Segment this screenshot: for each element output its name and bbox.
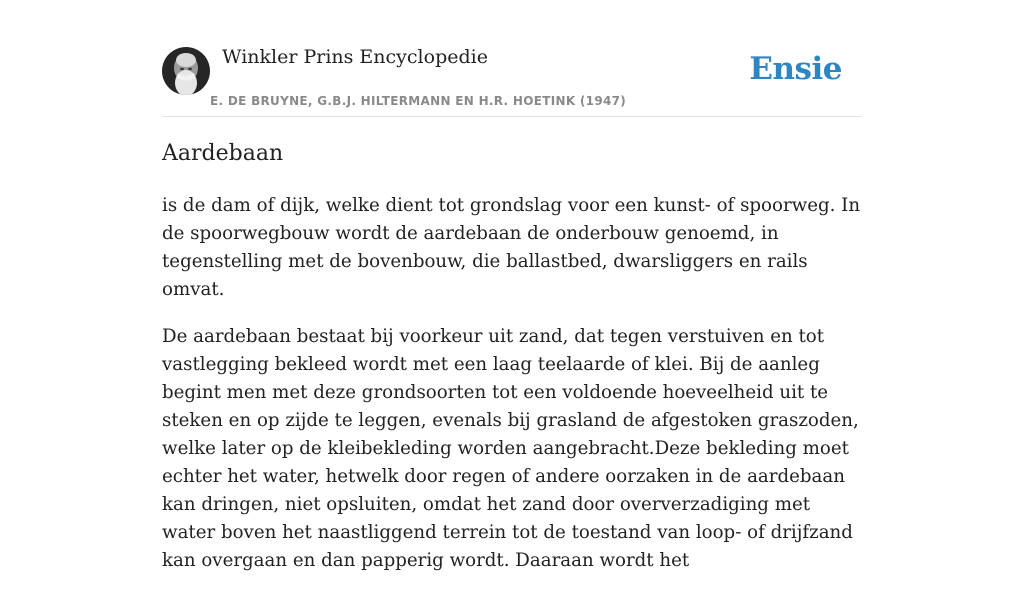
site-title[interactable]: Winkler Prins Encyclopedie (222, 46, 488, 68)
site-header (162, 0, 862, 117)
article-paragraph-2: De aardebaan bestaat bij voorkeur uit zand, dat tegen verstuiven en tot vastlegging bekleed wordt met een laag teelaarde of klei. Bij de aanleg begint men met deze grondsoorten tot een voldoende hoeveelheid uit te steken en op zijde te leggen, evenals bij grasland de afgestoken graszoden, welke later op de kleibekleding worden aangebracht.Deze bekleding moet echter het water, hetwelk door regen of andere oorzaken in de aardebaan kan dringen, niet opsluiten, omdat het zand door oververzadiging met water boven het naastliggend terrein tot de toestand van loop- of drijfzand kan overgaan en dan papperig wordt. Daaraan wordt het (162, 326, 859, 571)
article-title: Aardebaan (162, 141, 284, 166)
article-paragraph-1: is de dam of dijk, welke dient tot grondslag voor een kunst- of spoorweg. In de spoorwegbouw wordt de aardebaan de onderbouw genoemd, in tegenstelling met de bovenbouw, die ballastbed, dwarsliggers en rails omvat. (162, 195, 861, 300)
ensie-logo-link[interactable]: Ensie (749, 51, 842, 87)
author-portrait-icon (162, 47, 210, 95)
page (162, 0, 862, 571)
author-avatar[interactable] (162, 47, 210, 95)
authors-line: E. DE BRUYNE, G.B.J. HILTERMANN EN H.R. HOETINK (1947) (210, 94, 627, 108)
article-body (162, 192, 864, 594)
